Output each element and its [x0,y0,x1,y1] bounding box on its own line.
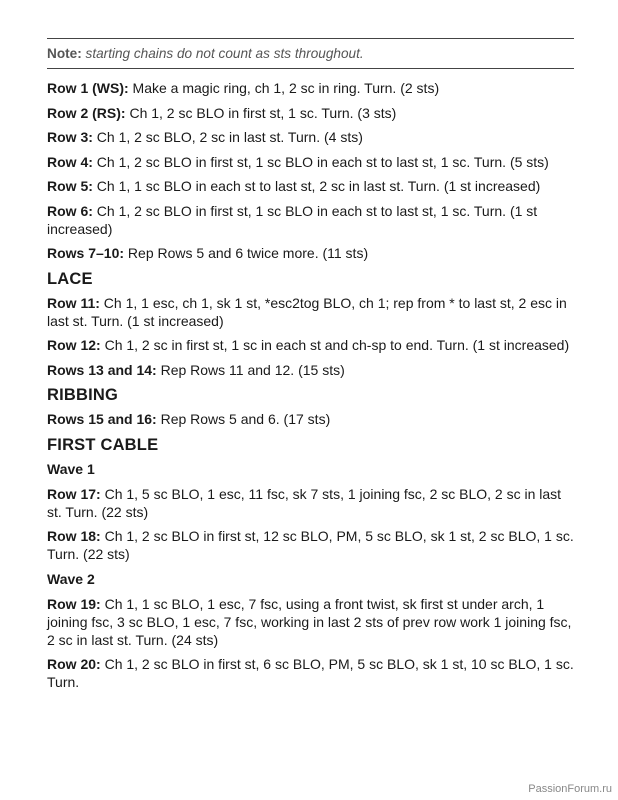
row-label: Row 6: [47,202,93,219]
row-text: Ch 1, 5 sc BLO, 1 esc, 11 fsc, sk 7 sts, 1 joining fsc, 2 sc BLO, 2 sc in last st. Turn. (22 sts) [47,485,562,520]
row-text: Ch 1, 2 sc in first st, 1 sc in each st and ch-sp to end. Turn. (1 st increased) [100,337,570,353]
row-label: Row 3: [47,129,93,145]
pattern-row [47,595,574,649]
note [47,45,364,62]
note-rule-top [47,38,574,39]
watermark: PassionForum.ru [528,783,612,795]
row-text: Ch 1, 2 sc BLO in first st, 1 sc. Turn. (3 sts) [125,104,397,121]
note-label: Note: [47,46,82,61]
pattern-row [47,655,574,691]
section-heading: RIBBING [47,386,119,404]
subsection-heading: Wave 2 [47,570,95,587]
row-label: Row 1 (WS): [47,80,129,96]
row-text: Ch 1, 1 esc, ch 1, sk 1 st, *esc2tog BLO, ch 1; rep from * to last st, 2 esc in last st. Turn. (1 st increased) [47,294,567,329]
row-text: Ch 1, 2 sc BLO in first st, 6 sc BLO, PM, 5 sc BLO, sk 1 st, 10 sc BLO, 1 sc. Turn. [47,656,574,690]
pattern-row [47,244,574,262]
pattern-row [47,177,574,195]
section-heading: LACE [47,269,93,288]
pattern-instructions [47,79,574,698]
section-heading: FIRST CABLE [47,435,159,454]
row-label: Row 19: [47,595,101,612]
row-label: Rows 13 and 14: [47,361,157,378]
row-label: Row 18: [47,528,101,544]
row-text: Ch 1, 2 sc BLO in first st, 12 sc BLO, PM, 5 sc BLO, sk 1 st, 2 sc BLO, 1 sc. Turn. (22 sts) [47,528,574,562]
row-text: Ch 1, 2 sc BLO in first st, 1 sc BLO in each st to last st, 1 sc. Turn. (5 sts) [92,153,549,170]
note-rule-bottom [47,68,574,69]
row-label: Row 12: [47,337,101,353]
pattern-row [47,294,574,330]
row-text: Make a magic ring, ch 1, 2 sc in ring. Turn. (2 sts) [128,80,440,96]
pattern-row [47,79,574,97]
row-label: Rows 7–10: [47,245,125,261]
pattern-row [47,104,574,122]
row-label: Row 20: [47,656,101,672]
row-label: Row 5: [47,178,93,194]
row-text: Ch 1, 2 sc BLO, 2 sc in last st. Turn. (4 sts) [92,129,363,145]
pattern-row [47,128,574,146]
row-text: Rep Rows 5 and 6. (17 sts) [156,411,331,427]
row-text: Rep Rows 11 and 12. (15 sts) [156,361,345,378]
pattern-row [47,336,574,354]
subsection-heading: Wave 1 [47,460,95,477]
pattern-row [47,153,574,171]
row-text: Ch 1, 2 sc BLO in first st, 1 sc BLO in each st to last st, 1 sc. Turn. (1 st increased) [47,202,538,237]
note-text: starting chains do not count as sts throughout. [85,46,364,61]
row-text: Ch 1, 1 sc BLO in each st to last st, 2 sc in last st. Turn. (1 st increased) [92,178,541,194]
row-text: Ch 1, 1 sc BLO, 1 esc, 7 fsc, using a front twist, sk first st under arch, 1 joining fsc, 3 sc BLO, 1 esc, 7 fsc, working in last 2 sts of prev row work 1 joining fsc, 2 sc in last st. Turn. (24 sts) [47,595,572,648]
pattern-row [47,410,574,428]
pattern-row [47,202,574,238]
row-label: Row 11: [47,294,100,311]
pattern-row [47,485,574,521]
row-label: Row 2 (RS): [47,104,126,121]
row-label: Row 17: [47,485,101,502]
pattern-row [47,527,574,563]
row-text: Rep Rows 5 and 6 twice more. (11 sts) [124,245,369,261]
row-label: Row 4: [47,153,93,170]
row-label: Rows 15 and 16: [47,411,157,427]
pattern-row [47,361,574,379]
